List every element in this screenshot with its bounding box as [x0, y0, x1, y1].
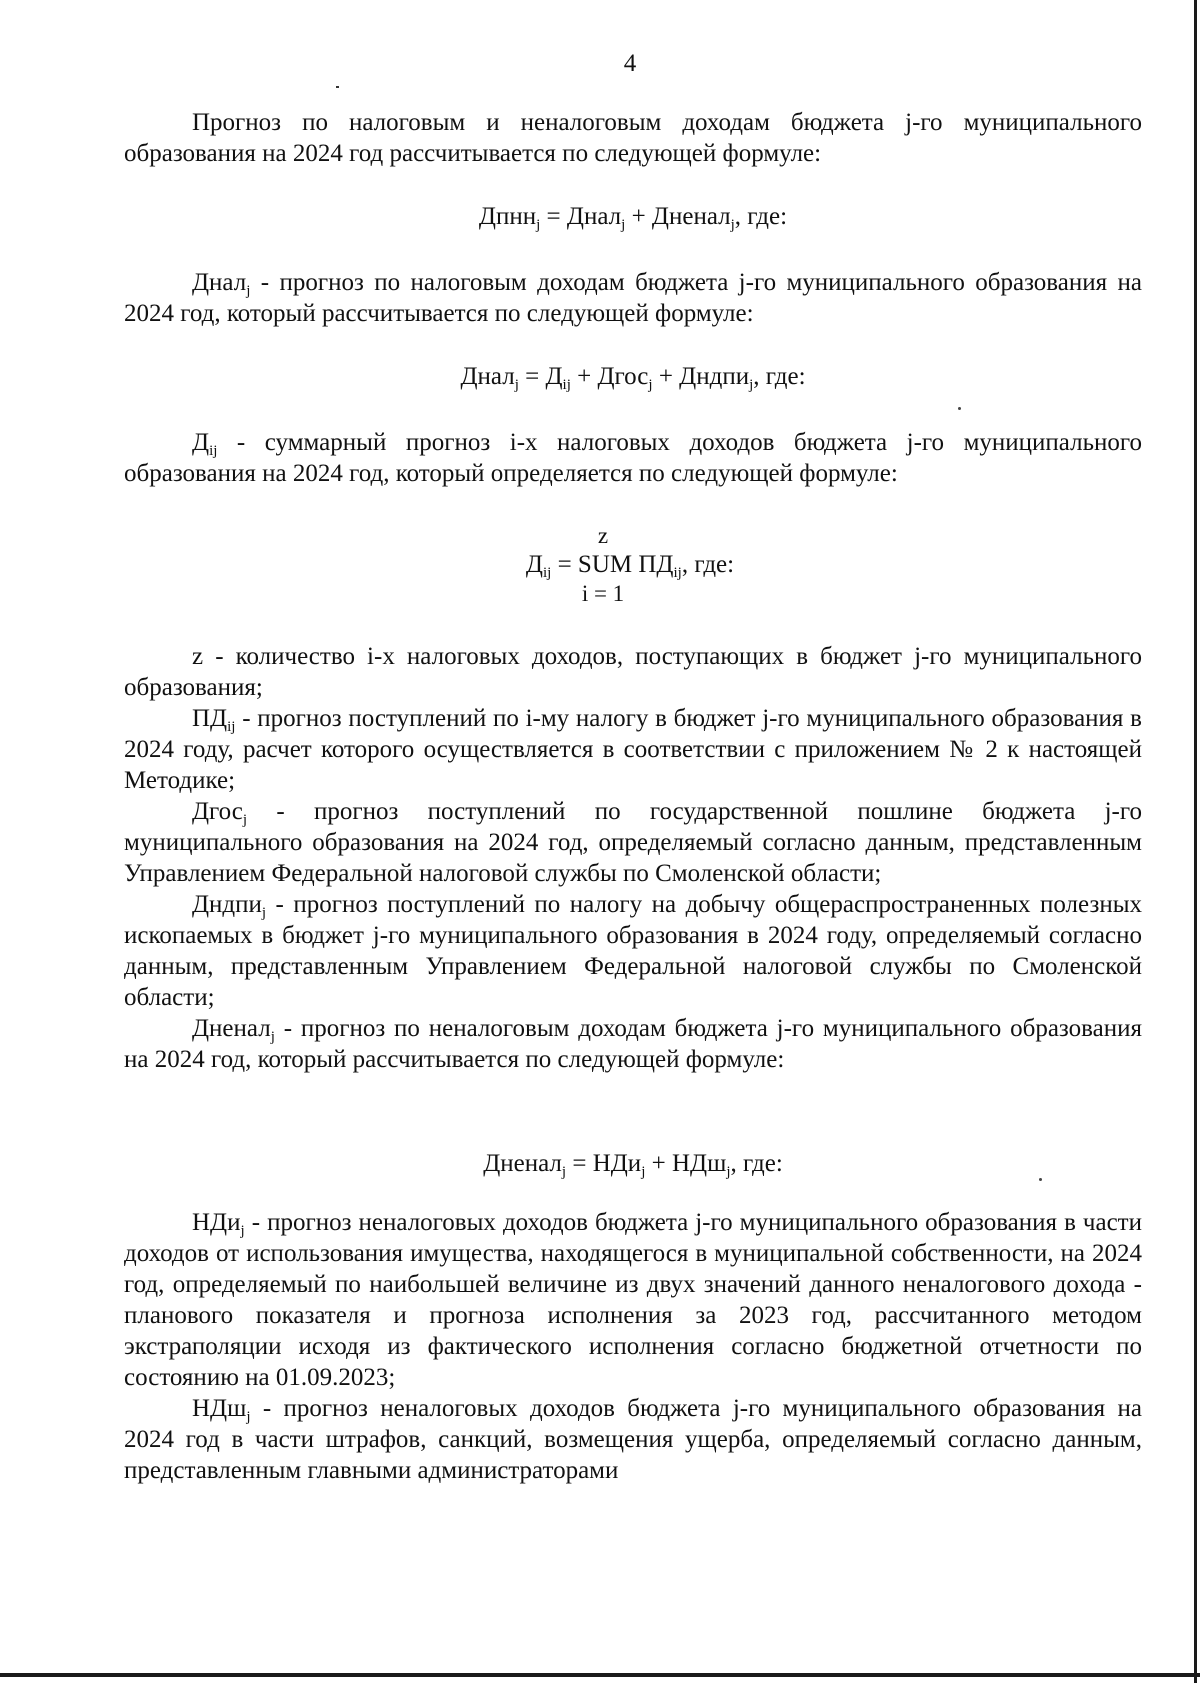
definition-subscript: j [242, 812, 248, 828]
formula-term: Дпнн [478, 203, 537, 230]
formula-subscript: j [514, 377, 519, 393]
definition-subscript: j [246, 1409, 251, 1425]
formula-term: Дндпи [679, 363, 750, 390]
definition-subscript: j [270, 1029, 275, 1045]
formula-subscript: j [730, 217, 735, 233]
intro-block [124, 107, 1142, 169]
formula-term: Днал [566, 203, 622, 230]
formula-subscript: j [621, 217, 626, 233]
dij-definition [124, 427, 1142, 489]
formula-operator: + [645, 1150, 672, 1177]
ndi-definition [124, 1207, 1142, 1393]
dndpi-definition [124, 889, 1142, 1013]
formula-operator: = [518, 363, 546, 390]
scan-bottom-edge [0, 1673, 1200, 1677]
formula-tail: , где: [730, 1150, 783, 1177]
formula-total-revenue [124, 201, 1142, 232]
formula-tail: , где: [753, 363, 806, 390]
definition-symbol: НДи [192, 1209, 241, 1236]
dij-definition-block [124, 427, 1142, 489]
definition-subscript: ij [209, 443, 218, 459]
formula-term: Дгос [597, 363, 649, 390]
definition-text: - суммарный прогноз i-х налоговых доходов бюджета j-го муниципального образования на 2024 год, который определяется по следующей формуле: [124, 429, 1142, 487]
scan-mark [336, 86, 339, 88]
formula-term: Дненал [651, 203, 731, 230]
definition-text: - прогноз по неналоговым доходам бюджета j-го муниципального образования на 2024 год, который рассчитывается по следующей формуле: [124, 1015, 1142, 1073]
sum-upper-limit-text: z [597, 523, 609, 548]
definition-subscript: j [246, 283, 251, 299]
definition-symbol: Д [192, 429, 210, 456]
sum-expression [0, 549, 1200, 580]
definition-subscript: ij [227, 719, 236, 735]
definition-symbol: НДш [192, 1395, 247, 1422]
formula-term: Д [525, 551, 543, 578]
formula-operator: = [566, 1150, 593, 1177]
formula-term: НДи [592, 1150, 642, 1177]
ndsh-definition [124, 1393, 1142, 1486]
formula-operator: + [570, 363, 598, 390]
formula-subscript: j [641, 1164, 646, 1180]
sum-lower-limit-text: i = 1 [581, 581, 625, 606]
formula-subscript: ij [673, 565, 682, 581]
dnal-definition-block [124, 267, 1142, 329]
formula-tax-revenue [124, 361, 1142, 392]
z-definition: z - количество i-х налоговых доходов, поступающих в бюджет j-го муниципального образования; [124, 643, 1142, 701]
definitions-block [124, 641, 1142, 1075]
formula-operator: + [652, 363, 680, 390]
formula-operator: + [625, 203, 652, 230]
scan-speck [958, 407, 961, 410]
definition-symbol: Днал [192, 269, 247, 296]
scan-speck [1039, 1178, 1042, 1181]
formula-subscript: j [749, 377, 754, 393]
definition-subscript: j [261, 905, 267, 921]
pd-definition [124, 703, 1142, 796]
formula-term: Днал [460, 363, 515, 390]
dnenal-definition [124, 1013, 1142, 1075]
formula-nontax-revenue [124, 1148, 1142, 1179]
formula-term: ПД [638, 551, 674, 578]
formula-subscript: j [726, 1164, 731, 1180]
definition-text: - прогноз неналоговых доходов бюджета j-го муниципального образования на 2024 год в части штрафов, санкций, возмещения ущерба, определяемый согласно данным, представленным главными администраторами [124, 1395, 1142, 1484]
formula-tail: , где: [734, 203, 788, 230]
formula-subscript: j [561, 1164, 567, 1180]
formula-term: Д [545, 363, 563, 390]
formula-subscript: ij [562, 377, 571, 393]
dgos-definition [124, 796, 1142, 889]
final-definitions-block [124, 1207, 1142, 1486]
definition-text: - прогноз поступлений по государственной пошлине бюджета j-го муниципального образования на 2024 год, определяемый согласно данным, представленным Управлением Федеральной налоговой службы по Смоленской области; [124, 798, 1142, 887]
formula-term: НДш [671, 1150, 727, 1177]
formula-operator: = [540, 203, 567, 230]
formula-operator: = SUM [551, 551, 639, 578]
formula-subscript: j [536, 217, 541, 233]
definition-text: - прогноз по налоговым доходам бюджета j-го муниципального образования на 2024 год, который рассчитывается по следующей формуле: [124, 269, 1142, 327]
formula-term: Дненал [483, 1150, 562, 1177]
scan-right-edge [1194, 0, 1197, 1683]
definition-symbol: Дгос [192, 798, 243, 825]
definition-symbol: Дндпи [192, 891, 262, 918]
definition-symbol: ПД [192, 705, 228, 732]
page-number: 4 [623, 50, 637, 77]
definition-subscript: j [240, 1223, 245, 1239]
definition-symbol: Дненал [192, 1015, 271, 1042]
formula-subscript: j [648, 377, 653, 393]
definition-text: - прогноз неналоговых доходов бюджета j-го муниципального образования в части доходов от использования имущества, находящегося в муниципальной собственности, на 2024 год, определяемый по наибольшей величине из двух значений данного неналогового дохода - планового показателя и прогноза исполнения за 2023 год, рассчитанного методом экстраполяции исходя из фактического исполнения согласно бюджетной отчетности по состоянию на 01.09.2023; [124, 1209, 1142, 1391]
intro-paragraph: Прогноз по налоговым и неналоговым доходам бюджета j-го муниципального образования на 2024 год рассчитывается по следующей формуле: [124, 109, 1142, 167]
dnal-definition [124, 267, 1142, 329]
formula-tail: , где: [681, 551, 735, 578]
formula-subscript: ij [542, 565, 552, 581]
definition-text: - прогноз поступлений по налогу на добычу общераспространенных полезных ископаемых в бюджет j-го муниципального образования в 2024 году, определяемый согласно данным, представленным Управлением Федеральной налоговой службы по Смоленской области; [124, 891, 1142, 1011]
definition-text: - прогноз поступлений по i-му налогу в бюджет j-го муниципального образования в 2024 году, расчет которого осуществляется в соответствии с приложением № 2 к настоящей Методике; [124, 705, 1142, 794]
